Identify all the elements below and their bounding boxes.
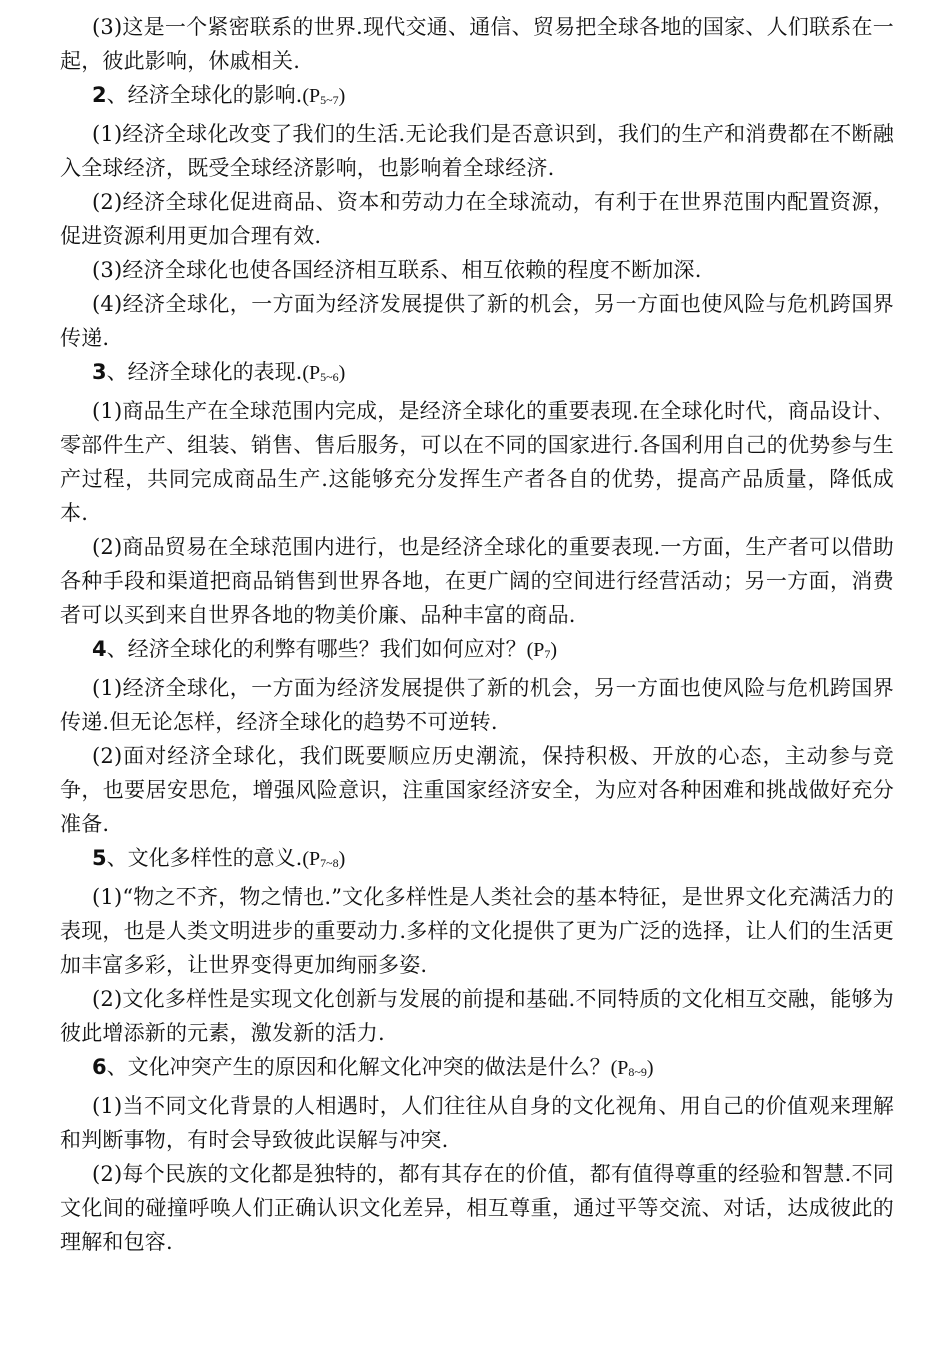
paragraph: (2)经济全球化促进商品、资本和劳动力在全球流动，有利于在世界范围内配置资源，促进资源利用更加合理有效. <box>60 190 894 248</box>
heading-number: 4 <box>92 637 107 661</box>
heading-title: 、经济全球化的影响. <box>106 83 303 107</box>
paragraph: (1)当不同文化背景的人相遇时，人们往往从自身的文化视角、用自己的价值观来理解和判断事物，有时会导致彼此误解与冲突. <box>60 1094 894 1152</box>
heading-title: 、文化冲突产生的原因和化解文化冲突的做法是什么？ <box>106 1055 611 1079</box>
paragraph: (2)每个民族的文化都是独特的，都有其存在的价值，都有值得尊重的经验和智慧.不同文化间的碰撞呼唤人们正确认识文化差异，相互尊重，通过平等交流、对话，达成彼此的理解和包容. <box>60 1162 894 1254</box>
page-reference: $(P_{5\sim 6})$ <box>302 362 346 384</box>
section-heading <box>60 355 894 394</box>
paragraph: (1)“物之不齐，物之情也.”文化多样性是人类社会的基本特征，是世界文化充满活力的表现，也是人类文明进步的重要动力.多样的文化提供了更为广泛的选择，让人们的生活更加丰富多彩，让世界变得更加绚丽多姿. <box>60 885 894 977</box>
page-reference: $(P_{5\sim 7})$ <box>302 85 346 107</box>
page-reference: $(P_7)$ <box>526 639 558 661</box>
page-reference: $(P_{8\sim 9})$ <box>610 1057 654 1079</box>
paragraph: (2)文化多样性是实现文化创新与发展的前提和基础.不同特质的文化相互交融，能够为彼此增添新的元素，激发新的活力. <box>60 987 894 1045</box>
paragraph: (2)面对经济全球化，我们既要顺应历史潮流，保持积极、开放的心态，主动参与竞争，也要居安思危，增强风险意识，注重国家经济安全，为应对各种困难和挑战做好充分准备. <box>60 744 894 836</box>
heading-title: 、经济全球化的利弊有哪些？我们如何应对？ <box>106 637 527 661</box>
heading-number: 5 <box>92 846 107 870</box>
heading-number: 6 <box>92 1055 107 1079</box>
section-heading <box>60 1050 894 1089</box>
paragraph: (1)经济全球化改变了我们的生活.无论我们是否意识到，我们的生产和消费都在不断融入全球经济，既受全球经济影响，也影响着全球经济. <box>60 122 894 180</box>
heading-title: 、经济全球化的表现. <box>106 360 303 384</box>
page-reference: $(P_{7\sim 8})$ <box>302 848 346 870</box>
paragraph: (1)经济全球化，一方面为经济发展提供了新的机会，另一方面也使风险与危机跨国界传递.但无论怎样，经济全球化的趋势不可逆转. <box>60 676 894 734</box>
section-heading <box>60 841 894 880</box>
paragraph: (3)经济全球化也使各国经济相互联系、相互依赖的程度不断加深. <box>92 258 702 282</box>
heading-title: 、文化多样性的意义. <box>106 846 303 870</box>
heading-number: 2 <box>92 83 107 107</box>
paragraph: (4)经济全球化，一方面为经济发展提供了新的机会，另一方面也使风险与危机跨国界传递. <box>60 292 894 350</box>
paragraph: (2)商品贸易在全球范围内进行，也是经济全球化的重要表现.一方面，生产者可以借助各种手段和渠道把商品销售到世界各地，在更广阔的空间进行经营活动；另一方面，消费者可以买到来自世界各地的物美价廉、品种丰富的商品. <box>60 535 894 627</box>
section-heading <box>60 78 894 117</box>
section-heading <box>60 632 894 671</box>
heading-number: 3 <box>92 360 107 384</box>
paragraph: (1)商品生产在全球范围内完成，是经济全球化的重要表现.在全球化时代，商品设计、零部件生产、组装、销售、售后服务，可以在不同的国家进行.各国利用自己的优势参与生产过程，共同完成商品生产.这能够充分发挥生产者各自的优势，提高产品质量，降低成本. <box>60 399 894 525</box>
paragraph: (3)这是一个紧密联系的世界.现代交通、通信、贸易把全球各地的国家、人们联系在一起，彼此影响，休戚相关. <box>60 15 894 73</box>
